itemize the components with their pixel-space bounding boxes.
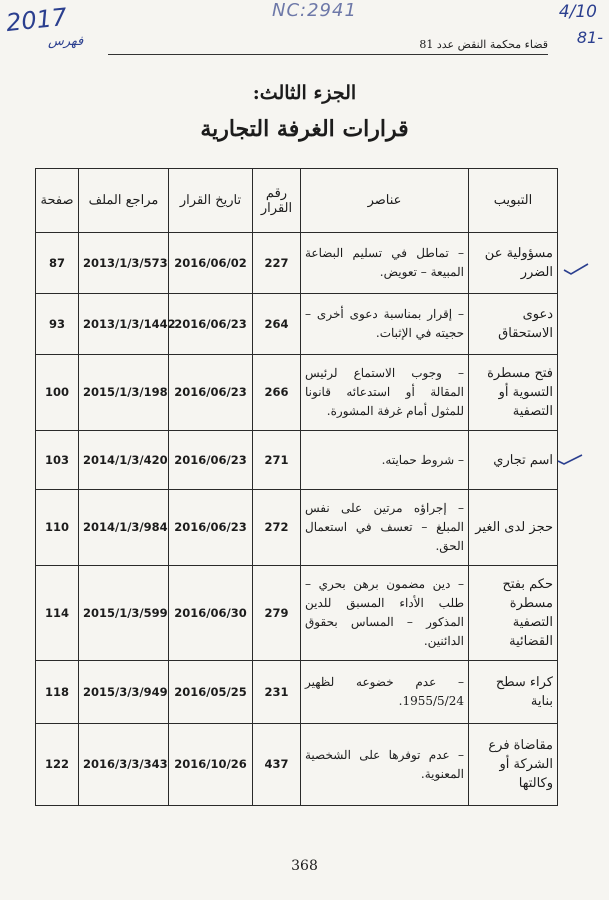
part-title: الجزء الثالث:	[252, 82, 357, 104]
cell-topic: اسم تجاري	[469, 431, 558, 490]
cell-topic: مقاضاة فرع الشركة أو وكالتها	[469, 724, 558, 806]
cell-file-reference: 2014/1/3/420	[79, 431, 169, 490]
cell-topic: فتح مسطرة التسوية أو التصفية	[469, 355, 558, 431]
cell-file-reference: 2015/3/3/949	[79, 661, 169, 724]
running-header-text: قضاء محكمة النقض عدد 81	[413, 38, 548, 51]
cell-decision-date: 2016/06/30	[169, 566, 253, 661]
header-page: صفحة	[36, 169, 79, 233]
running-header	[108, 38, 548, 55]
cell-decision-date: 2016/05/25	[169, 661, 253, 724]
cell-elements: – دين مضمون برهن بحري – طلب الأداء المسبق للدين المذكور – المساس بحقوق الدائنين.	[301, 566, 469, 661]
decisions-index-table	[35, 168, 558, 806]
cell-decision-date: 2016/06/23	[169, 490, 253, 566]
cell-decision-number: 231	[253, 661, 301, 724]
cell-elements: – تماطل في تسليم البضاعة المبيعة – تعويض.	[301, 233, 469, 294]
cell-elements: – عدم خضوعه لظهير 1955/5/24.	[301, 661, 469, 724]
cell-decision-date: 2016/06/02	[169, 233, 253, 294]
cell-file-reference: 2013/1/3/1442	[79, 294, 169, 355]
cell-page: 122	[36, 724, 79, 806]
cell-page: 114	[36, 566, 79, 661]
cell-decision-number: 266	[253, 355, 301, 431]
cell-elements: – إقرار بمناسبة دعوى أخرى – حجيته في الإثبات.	[301, 294, 469, 355]
table-row	[36, 661, 558, 724]
table-row	[36, 724, 558, 806]
table-row	[36, 294, 558, 355]
table-row	[36, 355, 558, 431]
cell-page: 100	[36, 355, 79, 431]
cell-decision-date: 2016/06/23	[169, 294, 253, 355]
header-topic: التبويب	[469, 169, 558, 233]
cell-page: 93	[36, 294, 79, 355]
checkmark-icon	[562, 262, 590, 276]
handwritten-stamp: NC:2941	[272, 0, 357, 21]
cell-decision-date: 2016/06/23	[169, 355, 253, 431]
cell-decision-number: 272	[253, 490, 301, 566]
handwritten-index-label: فهرس	[48, 34, 84, 49]
cell-decision-date: 2016/10/26	[169, 724, 253, 806]
cell-page: 110	[36, 490, 79, 566]
cell-page: 87	[36, 233, 79, 294]
cell-decision-date: 2016/06/23	[169, 431, 253, 490]
cell-decision-number: 437	[253, 724, 301, 806]
cell-topic: دعوى الاستحقاق	[469, 294, 558, 355]
handwritten-page-mark: 81-	[576, 28, 603, 47]
cell-elements: – وجوب الاستماع لرئيس المقالة أو استدعائه قانونا للمثول أمام غرفة المشورة.	[301, 355, 469, 431]
cell-page: 103	[36, 431, 79, 490]
cell-file-reference: 2014/1/3/984	[79, 490, 169, 566]
handwritten-folio: 4/10	[558, 2, 597, 22]
table-row	[36, 233, 558, 294]
header-file-reference: مراجع الملف	[79, 169, 169, 233]
cell-topic: حجز لدى الغير	[469, 490, 558, 566]
header-decision-number: رقم القرار	[253, 169, 301, 233]
section-title: قرارات الغرفة التجارية	[200, 116, 409, 142]
header-elements: عناصر	[301, 169, 469, 233]
cell-elements: – عدم توفرها على الشخصية المعنوية.	[301, 724, 469, 806]
cell-topic: مسؤولية عن الضرر	[469, 233, 558, 294]
cell-topic: حكم بفتح مسطرة التصفية القضائية	[469, 566, 558, 661]
cell-file-reference: 2013/1/3/573	[79, 233, 169, 294]
table-row	[36, 490, 558, 566]
cell-elements: – إجراؤه مرتين على نفس المبلغ – تعسف في استعمال الحق.	[301, 490, 469, 566]
cell-file-reference: 2015/1/3/599	[79, 566, 169, 661]
cell-decision-number: 264	[253, 294, 301, 355]
handwritten-year: 2017	[4, 2, 69, 38]
cell-topic: كراء سطح بناية	[469, 661, 558, 724]
header-decision-date: تاريخ القرار	[169, 169, 253, 233]
page-number: 368	[291, 858, 318, 874]
table-header-row	[36, 169, 558, 233]
cell-page: 118	[36, 661, 79, 724]
cell-decision-number: 227	[253, 233, 301, 294]
cell-decision-number: 271	[253, 431, 301, 490]
checkmark-icon	[556, 452, 584, 466]
cell-decision-number: 279	[253, 566, 301, 661]
table-row	[36, 566, 558, 661]
cell-file-reference: 2016/3/3/343	[79, 724, 169, 806]
cell-elements: – شروط حمايته.	[301, 431, 469, 490]
table-row	[36, 431, 558, 490]
cell-file-reference: 2015/1/3/198	[79, 355, 169, 431]
